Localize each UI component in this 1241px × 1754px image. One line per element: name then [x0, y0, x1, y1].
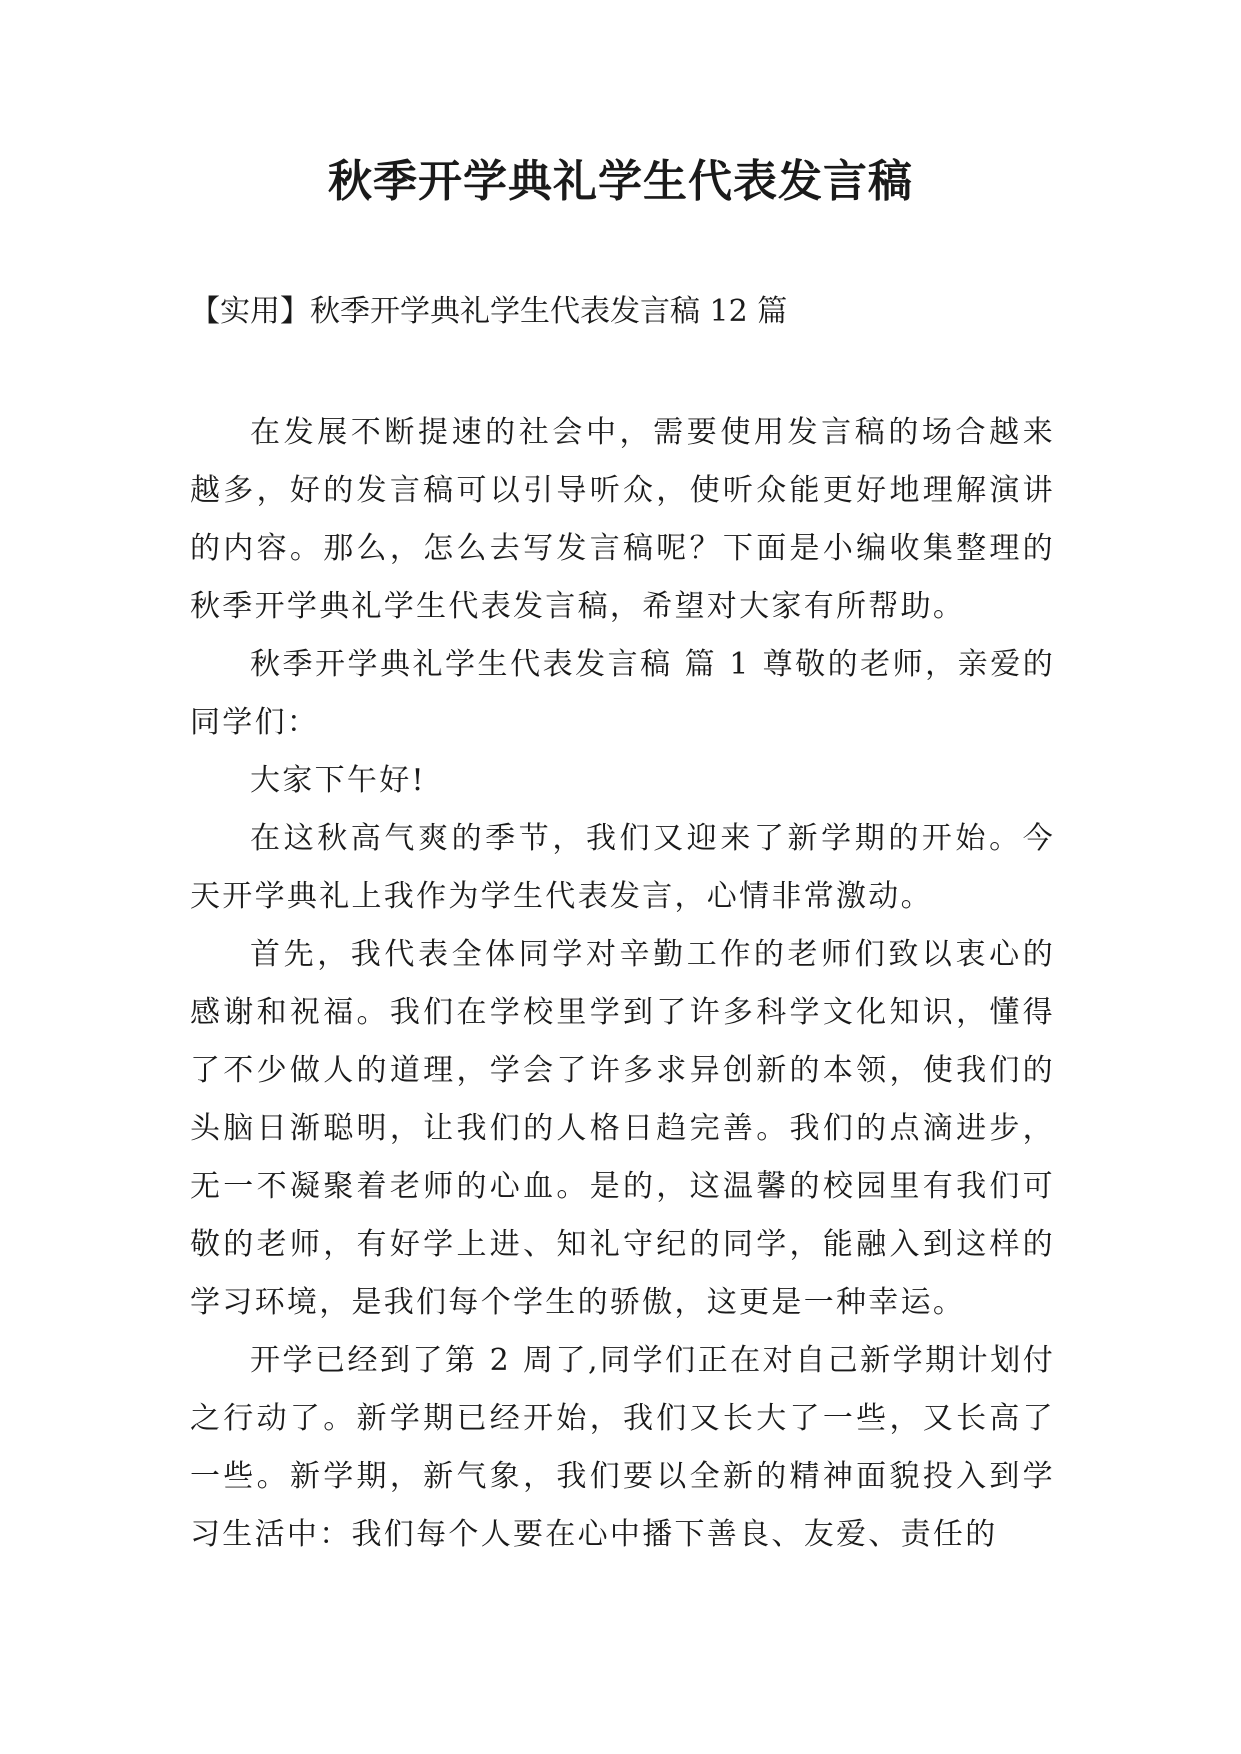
paragraph-greeting-heading: 秋季开学典礼学生代表发言稿 篇 1 尊敬的老师，亲爱的同学们：	[190, 647, 1055, 740]
document-body	[190, 404, 1055, 1564]
document-title: 秋季开学典礼学生代表发言稿	[328, 156, 913, 207]
paragraph-intro: 在发展不断提速的社会中，需要使用发言稿的场合越来越多，好的发言稿可以引导听众，使听众能更好地理解演讲的内容。那么，怎么去写发言稿呢？下面是小编收集整理的秋季开学典礼学生代表发言稿，希望对大家有所帮助。	[190, 415, 1055, 624]
document-subtitle: 【实用】秋季开学典礼学生代表发言稿 12 篇	[190, 294, 788, 329]
paragraph-greeting: 大家下午好!	[250, 763, 426, 798]
paragraph-thanks: 首先，我代表全体同学对辛勤工作的老师们致以衷心的感谢和祝福。我们在学校里学到了许多科学文化知识，懂得了不少做人的道理，学会了许多求异创新的本领，使我们的头脑日渐聪明，让我们的人格日趋完善。我们的点滴进步，无一不凝聚着老师的心血。是的，这温馨的校园里有我们可敬的老师，有好学上进、知礼守纪的同学，能融入到这样的学习环境，是我们每个学生的骄傲，这更是一种幸运。	[190, 937, 1055, 1320]
paragraph-opening: 在这秋高气爽的季节，我们又迎来了新学期的开始。今天开学典礼上我作为学生代表发言，心情非常激动。	[190, 821, 1055, 914]
paragraph-new-term: 开学已经到了第 2 周了,同学们正在对自己新学期计划付之行动了。新学期已经开始，我们又长大了一些，又长高了一些。新学期，新气象，我们要以全新的精神面貌投入到学习生活中：我们每个人要在心中播下善良、友爱、责任的	[190, 1343, 1055, 1552]
